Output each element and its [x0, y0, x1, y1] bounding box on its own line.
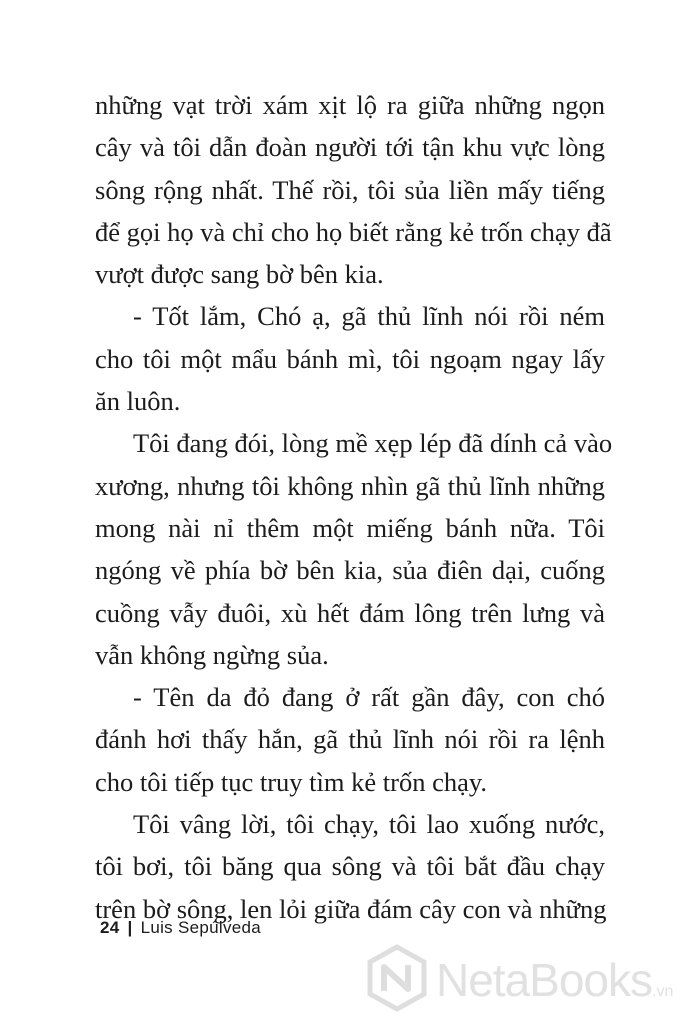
text-line: ngóng về phía bờ bên kia, sủa điên dại, cuống: [95, 555, 605, 586]
watermark-brand: NetaBooks.vn: [436, 954, 674, 1006]
text-line: để gọi họ và chỉ cho họ biết rằng kẻ trốn chạy đã: [95, 216, 612, 247]
text-line: cây và tôi dẫn đoàn người tới tận khu vực lòng: [95, 132, 605, 163]
text-line: vẫn không ngừng sủa.: [95, 639, 329, 670]
text-line: Tôi đang đói, lòng mề xẹp lép đã dính cả vào: [133, 428, 613, 459]
text-line: trên bờ sông, len lỏi giữa đám cây con và những: [95, 893, 607, 924]
page-number: 24: [100, 918, 120, 937]
text-line: cho tôi tiếp tục truy tìm kẻ trốn chạy.: [95, 766, 488, 797]
text-line: - Tốt lắm, Chó ạ, gã thủ lĩnh nói rồi ném: [133, 301, 605, 332]
text-line: đánh hơi thấy hắn, gã thủ lĩnh nói rồi ra lệnh: [95, 724, 605, 755]
text-line: những vạt trời xám xịt lộ ra giữa những ngọn: [95, 90, 605, 120]
text-line: ăn luôn.: [95, 386, 181, 417]
text-line: mong nài nỉ thêm một miếng bánh nữa. Tôi: [95, 512, 605, 543]
text-line: - Tên da đỏ đang ở rất gần đây, con chó: [133, 682, 605, 713]
text-line: xương, nhưng tôi không nhìn gã thủ lĩnh những: [95, 470, 605, 501]
footer-separator: |: [127, 918, 133, 937]
text-line: cho tôi một mẩu bánh mì, tôi ngoạm ngay lấy: [95, 343, 605, 374]
netabooks-logo-icon: [362, 943, 432, 1018]
text-line: Tôi vâng lời, tôi chạy, tôi lao xuống nước,: [133, 809, 605, 840]
text-line: sông rộng nhất. Thế rồi, tôi sủa liền mấy tiếng: [95, 174, 605, 205]
watermark-suffix: .vn: [652, 983, 674, 1000]
body-text: [95, 84, 613, 930]
author-name: Luis Sepúlveda: [140, 918, 262, 937]
text-line: vượt được sang bờ bên kia.: [95, 259, 384, 290]
page-footer: [100, 918, 261, 938]
text-line: cuồng vẫy đuôi, xù hết đám lông trên lưng và: [95, 597, 605, 628]
watermark: [362, 940, 692, 1020]
text-line: tôi bơi, tôi băng qua sông và tôi bắt đầu chạy: [95, 851, 605, 882]
